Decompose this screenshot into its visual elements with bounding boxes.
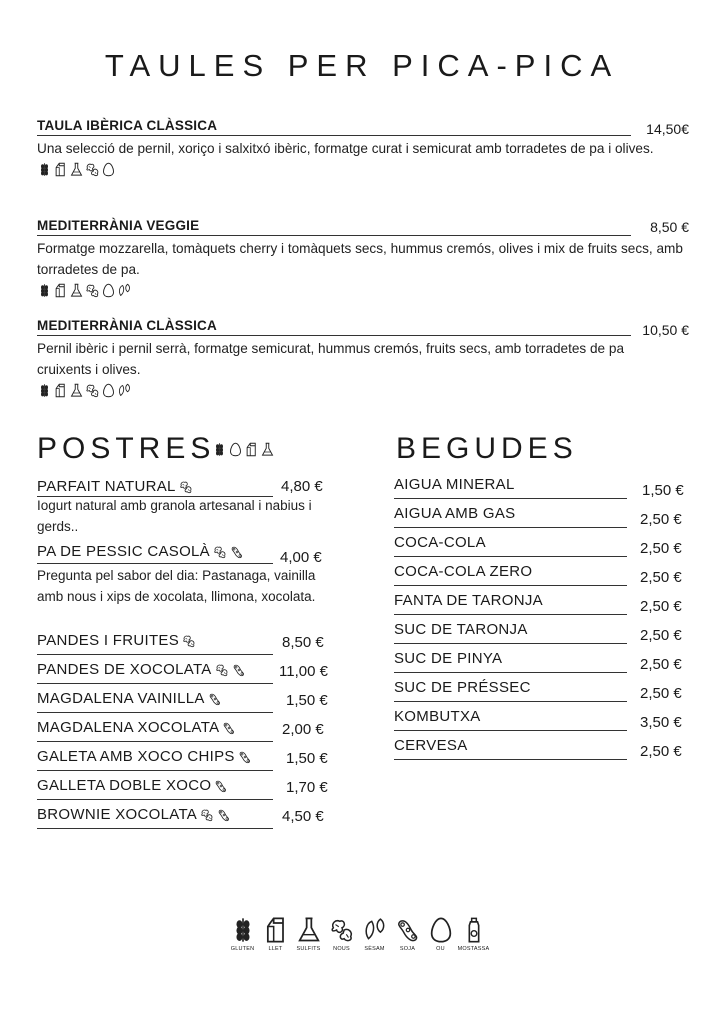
platter-price: 14,50€	[646, 121, 689, 137]
sulphites-icon	[260, 442, 275, 457]
divider	[394, 556, 627, 557]
dessert-name: GALETA AMB XOCO CHIPS	[37, 748, 252, 765]
dessert-name: MAGDALENA XOCOLATA	[37, 719, 236, 736]
drink-item	[394, 621, 690, 643]
divider	[37, 335, 631, 336]
platter-description: Pernil ibèric i pernil serrà, formatge semicurat, hummus cremós, fruits secs, amb torradetes de pa cruixents i olives.	[37, 341, 625, 377]
gluten-icon	[37, 383, 52, 398]
soy-icon	[395, 916, 421, 944]
soy-icon	[238, 750, 252, 764]
drink-name: COCA-COLA	[394, 534, 486, 551]
dessert-name: PANDES I FRUITES	[37, 632, 196, 649]
dessert-item	[37, 806, 333, 828]
egg-icon	[101, 283, 116, 298]
dessert-item	[37, 690, 333, 712]
divider	[37, 235, 631, 236]
drink-price: 2,50 €	[640, 656, 682, 673]
drink-price: 2,50 €	[640, 540, 682, 557]
mustard-icon	[461, 916, 487, 944]
divider	[394, 730, 627, 731]
drink-item	[394, 650, 690, 672]
legend-item	[393, 916, 422, 952]
sesame-icon	[362, 916, 388, 944]
divider	[37, 135, 631, 136]
gluten-icon	[230, 916, 256, 944]
dessert-item	[37, 661, 333, 683]
platter-name: MEDITERRÀNIA CLÀSSICA	[37, 318, 217, 333]
allergen-icons	[37, 161, 689, 177]
drink-price: 3,50 €	[640, 714, 682, 731]
divider	[394, 759, 627, 760]
dessert-name: PARFAIT NATURAL	[37, 478, 193, 495]
drink-item	[394, 476, 690, 498]
nuts-icon	[85, 283, 100, 298]
drink-item	[394, 708, 690, 730]
platter-item	[37, 318, 689, 398]
nuts-icon	[215, 663, 229, 677]
platter-name: MEDITERRÀNIA VEGGIE	[37, 218, 200, 233]
legend-label: OU	[436, 946, 445, 952]
platter-price: 10,50 €	[642, 322, 689, 338]
dessert-price: 4,80 €	[281, 478, 323, 495]
legend-label: MOSTASSA	[457, 946, 490, 952]
divider	[37, 770, 273, 771]
drink-item	[394, 592, 690, 614]
drink-price: 2,50 €	[640, 743, 682, 760]
dessert-item	[37, 719, 333, 741]
platter-item	[37, 118, 689, 177]
legend-item	[228, 916, 257, 952]
gluten-icon	[37, 283, 52, 298]
divider	[394, 585, 627, 586]
dessert-name: BROWNIE XOCOLATA	[37, 806, 231, 823]
drink-name: SUC DE PRÉSSEC	[394, 679, 531, 696]
platter-name: TAULA IBÈRICA CLÀSSICA	[37, 118, 218, 133]
egg-icon	[101, 162, 116, 177]
dessert-price: 11,00 €	[279, 663, 328, 680]
legend-item	[294, 916, 323, 952]
sulphites-icon	[69, 162, 84, 177]
dessert-price: 2,00 €	[282, 721, 324, 738]
drink-name: SUC DE TARONJA	[394, 621, 528, 638]
legend-label: SOJA	[399, 946, 416, 952]
page-title: TAULES PER PICA-PICA	[104, 48, 620, 83]
drink-price: 2,50 €	[640, 598, 682, 615]
milk-icon	[53, 162, 68, 177]
platter-description: Formatge mozzarella, tomàquets cherry i tomàquets secs, hummus cremós, olives i mix de fruits secs, amb torradetes de pa.	[37, 241, 683, 277]
divider	[37, 563, 273, 564]
dessert-name: PANDES DE XOCOLATA	[37, 661, 246, 678]
drink-item	[394, 534, 690, 556]
divider	[37, 799, 273, 800]
soy-icon	[214, 779, 228, 793]
gluten-icon	[37, 162, 52, 177]
nuts-icon	[85, 162, 100, 177]
sulphites-icon	[69, 383, 84, 398]
nuts-icon	[182, 634, 196, 648]
dessert-price: 1,70 €	[286, 779, 328, 796]
dessert-price: 1,50 €	[286, 750, 328, 767]
soy-icon	[230, 545, 244, 559]
divider	[37, 828, 273, 829]
sesame-icon	[117, 283, 132, 298]
drink-name: CERVESA	[394, 737, 468, 754]
drink-price: 2,50 €	[640, 685, 682, 702]
divider	[394, 701, 627, 702]
drink-price: 2,50 €	[640, 511, 682, 528]
sulphites-icon	[69, 283, 84, 298]
nuts-icon	[200, 808, 214, 822]
legend-label: NOUS	[333, 946, 350, 952]
soy-icon	[222, 721, 236, 735]
legend-item	[360, 916, 389, 952]
drink-name: FANTA DE TARONJA	[394, 592, 543, 609]
dessert-item	[37, 543, 333, 565]
sulphites-icon	[296, 916, 322, 944]
dessert-item	[37, 777, 333, 799]
soy-icon	[232, 663, 246, 677]
drink-item	[394, 563, 690, 585]
dessert-name: MAGDALENA VAINILLA	[37, 690, 222, 707]
soy-icon	[208, 692, 222, 706]
legend-label: SULFITS	[296, 946, 321, 952]
legend-label: SÈSAM	[364, 946, 385, 952]
milk-icon	[244, 442, 259, 457]
dessert-note: Iogurt natural amb granola artesanal i nabius i gerds..	[37, 498, 312, 534]
legend-item	[426, 916, 455, 952]
legend-item	[261, 916, 290, 952]
drink-name: AIGUA MINERAL	[394, 476, 515, 493]
dessert-item	[37, 632, 333, 654]
dessert-note: Pregunta pel sabor del dia: Pastanaga, vainilla amb nous i xips de xocolata, llimona, xocolata.	[37, 568, 316, 604]
dessert-name: PA DE PESSIC CASOLÀ	[37, 543, 244, 560]
platter-price: 8,50 €	[650, 219, 689, 235]
nuts-icon	[179, 480, 193, 494]
platter-item	[37, 218, 689, 298]
postres-allergen-icons	[212, 442, 275, 457]
drink-name: KOMBUTXA	[394, 708, 481, 725]
milk-icon	[53, 283, 68, 298]
drink-name: AIGUA AMB GAS	[394, 505, 516, 522]
gluten-icon	[212, 442, 227, 457]
legend-label: LLET	[268, 946, 283, 952]
platter-description: Una selecció de pernil, xoriço i salxitxó ibèric, formatge curat i semicurat amb torradetes de pa i olives.	[37, 141, 654, 156]
allergen-legend	[228, 916, 488, 952]
divider	[394, 672, 627, 673]
dessert-price: 4,00 €	[280, 549, 322, 566]
dessert-price: 4,50 €	[282, 808, 324, 825]
egg-icon	[428, 916, 454, 944]
divider	[37, 712, 273, 713]
divider	[394, 527, 627, 528]
divider	[394, 498, 627, 499]
drink-item	[394, 737, 690, 759]
allergen-icons	[37, 382, 689, 398]
drink-item	[394, 679, 690, 701]
legend-item	[459, 916, 488, 952]
divider	[37, 654, 273, 655]
dessert-price: 8,50 €	[282, 634, 324, 651]
legend-label: GLUTEN	[230, 946, 255, 952]
divider	[394, 643, 627, 644]
dessert-name: GALLETA DOBLE XOCO	[37, 777, 228, 794]
milk-icon	[263, 916, 289, 944]
nuts-icon	[213, 545, 227, 559]
drink-price: 2,50 €	[640, 627, 682, 644]
divider	[394, 614, 627, 615]
milk-icon	[53, 383, 68, 398]
legend-item	[327, 916, 356, 952]
nuts-icon	[85, 383, 100, 398]
egg-icon	[228, 442, 243, 457]
egg-icon	[101, 383, 116, 398]
begudes-title: BEGUDES	[396, 432, 578, 465]
dessert-price: 1,50 €	[286, 692, 328, 709]
drink-name: SUC DE PINYA	[394, 650, 503, 667]
postres-title: POSTRES	[37, 432, 216, 465]
divider	[37, 741, 273, 742]
sesame-icon	[117, 383, 132, 398]
dessert-item	[37, 748, 333, 770]
divider	[37, 683, 273, 684]
drink-item	[394, 505, 690, 527]
nuts-icon	[329, 916, 355, 944]
drink-name: COCA-COLA ZERO	[394, 563, 533, 580]
drink-price: 1,50 €	[642, 482, 684, 499]
soy-icon	[217, 808, 231, 822]
drink-price: 2,50 €	[640, 569, 682, 586]
allergen-icons	[37, 282, 689, 298]
